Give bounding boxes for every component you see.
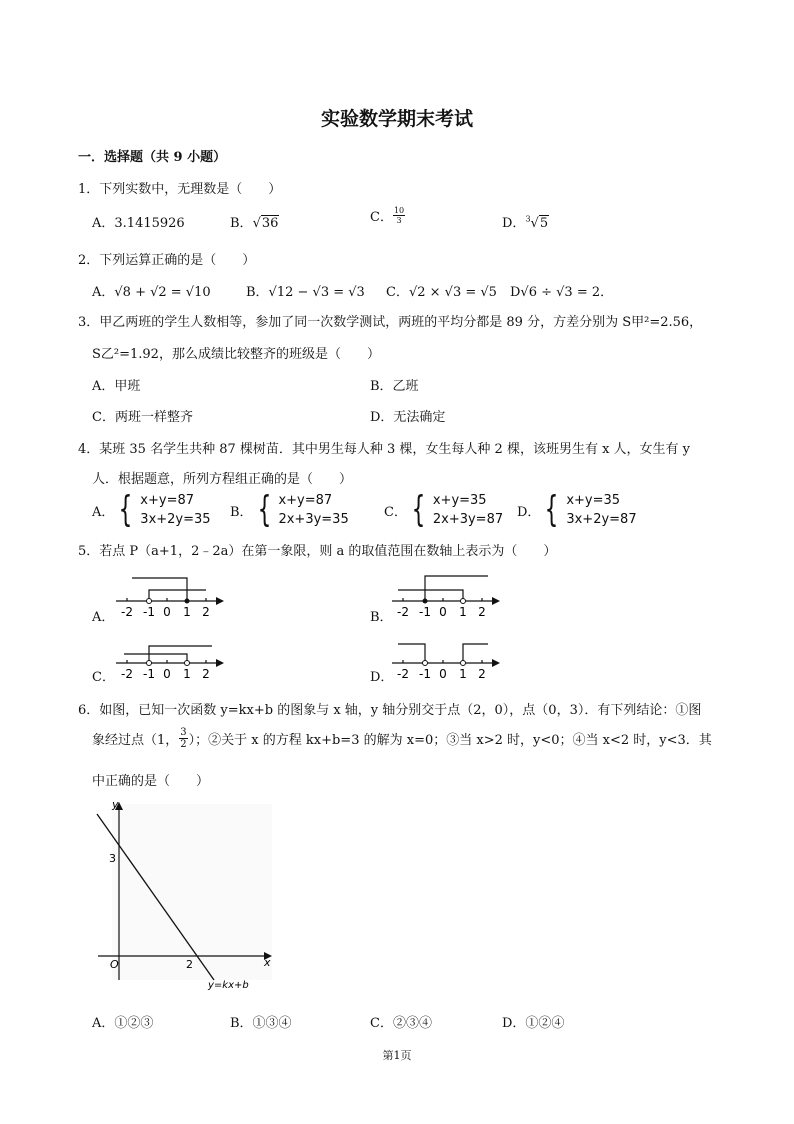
svg-text:-1: -1 [143, 667, 155, 681]
svg-text:0: 0 [439, 605, 447, 619]
q3-option-d: D．无法确定 [370, 410, 446, 425]
svg-text:2: 2 [478, 667, 486, 681]
q1-option-c: C． 10 3 [370, 206, 405, 225]
svg-text:-1: -1 [143, 605, 155, 619]
q6-option-c: C．②③④ [370, 1016, 432, 1031]
q6-option-b: B．①③④ [230, 1016, 292, 1031]
svg-text:1: 1 [459, 605, 467, 619]
svg-text:-2: -2 [397, 667, 409, 681]
q3-option-a: A．甲班 [92, 379, 141, 394]
svg-text:y: y [112, 798, 119, 811]
page-number: 第1页 [382, 1049, 412, 1062]
q5-number-line-d [388, 632, 504, 684]
svg-text:0: 0 [163, 667, 171, 681]
q2-option-d: D√6 ÷ √3 = 2． [510, 285, 614, 300]
q1-option-d: D．$^3$√5 [502, 214, 549, 231]
section-heading: 一．选择题（共 9 小题） [78, 150, 227, 165]
svg-text:1: 1 [183, 667, 191, 681]
q5-stem: 5．若点 P（a+1，2﹣2a）在第一象限，则 a 的取值范围在数轴上表示为（ ） [78, 544, 557, 559]
q4-line1: 4．某班 35 名学生共种 87 棵树苗．其中男生每人种 3 棵，女生每人种 2 棵，该班男生有 x 人，女生有 y [78, 442, 691, 457]
q4-option-c: C． { x+y=35 2x+3y=87 [384, 489, 504, 530]
svg-text:y=kx+b: y=kx+b [208, 980, 249, 991]
svg-text:-2: -2 [397, 605, 409, 619]
q5-number-line-c [112, 632, 228, 684]
q1-stem: 1．下列实数中，无理数是（ ） [78, 182, 282, 197]
q3-option-b: B．乙班 [370, 379, 419, 394]
q6-option-d: D．①②④ [502, 1016, 565, 1031]
q6-line2: 象经过点（1， 3 2 ）；②关于 x 的方程 kx+b=3 的解为 x=0；③当 x>2 时，y<0；④当 x<2 时，y<3．其 [92, 727, 712, 750]
q2-stem: 2．下列运算正确的是（ ） [78, 253, 256, 268]
q6-line3: 中正确的是（ ） [92, 774, 210, 789]
q5-option-a-label: A． [92, 610, 115, 625]
q6-line1: 6．如图，已知一次函数 y=kx+b 的图象与 x 轴，y 轴分别交于点（2，0），点（0，3）．有下列结论：①图 [78, 703, 702, 718]
svg-text:1: 1 [459, 667, 467, 681]
svg-text:1: 1 [183, 605, 191, 619]
q2-option-b: B．√12 − √3 = √3 [246, 285, 365, 300]
svg-text:3: 3 [109, 852, 116, 865]
q3-option-c: C．两班一样整齐 [92, 410, 193, 425]
svg-text:O: O [110, 958, 119, 971]
svg-text:-2: -2 [121, 667, 133, 681]
svg-text:0: 0 [439, 667, 447, 681]
q2-option-c: C．√2 × √3 = √5 [386, 285, 497, 300]
svg-text:0: 0 [163, 605, 171, 619]
q5-option-b-label: B． [370, 610, 393, 625]
q5-option-d-label: D． [370, 670, 394, 685]
page-title: 实验数学期末考试 [320, 108, 473, 130]
q1-option-a: A．3.1415926 [92, 216, 185, 231]
q1-option-b: B．√36 [230, 216, 279, 231]
q5-number-line-b [388, 570, 504, 622]
q6-function-graph [92, 796, 282, 996]
q6-option-a: A．①②③ [92, 1016, 154, 1031]
svg-text:-1: -1 [419, 605, 431, 619]
q4-line2: 人．根据题意，所列方程组正确的是（ ） [92, 472, 353, 487]
q3-line1: 3．甲乙两班的学生人数相等，参加了同一次数学测试，两班的平均分都是 89 分，方差分别为 S甲²=2.56， [78, 315, 703, 330]
svg-text:2: 2 [202, 667, 210, 681]
q5-option-c-label: C． [92, 670, 115, 685]
q2-option-a: A．√8 + √2 = √10 [92, 285, 211, 300]
svg-text:2: 2 [186, 958, 193, 971]
q5-number-line-a [112, 570, 228, 622]
q4-option-a: A． { x+y=87 3x+2y=35 [92, 489, 211, 530]
svg-text:x: x [264, 956, 271, 969]
q3-line2: S乙²=1.92，那么成绩比较整齐的班级是（ ） [92, 347, 380, 362]
svg-text:-1: -1 [419, 667, 431, 681]
svg-text:2: 2 [478, 605, 486, 619]
q4-option-d: D． { x+y=35 3x+2y=87 [517, 489, 637, 530]
q4-option-b: B． { x+y=87 2x+3y=35 [230, 489, 349, 530]
svg-text:-2: -2 [121, 605, 133, 619]
svg-text:2: 2 [202, 605, 210, 619]
